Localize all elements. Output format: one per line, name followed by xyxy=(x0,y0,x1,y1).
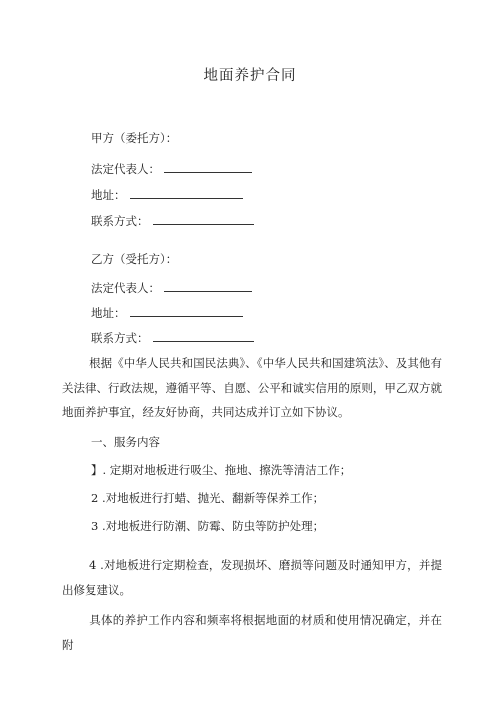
party-b-contact-label: 联系方式： xyxy=(91,331,149,345)
party-a-heading: 甲方（委托方）： xyxy=(91,131,178,145)
service-item-4 xyxy=(62,553,442,602)
closing-text: 具体的养护工作内容和频率将根据地面的材质和使用情况确定，并在附 xyxy=(62,613,442,652)
party-a-addr-blank[interactable] xyxy=(130,186,243,199)
service-item-1: 】. 定期对地板进行吸尘、拖地、擦洗等清洁工作； xyxy=(91,463,352,477)
party-b-rep-label: 法定代表人： xyxy=(91,281,160,295)
party-a-contact-blank[interactable] xyxy=(153,212,254,225)
party-b-rep-blank[interactable] xyxy=(164,279,252,292)
party-b-heading: 乙方（受托方）： xyxy=(91,252,178,266)
party-a-rep-label: 法定代表人： xyxy=(91,162,160,176)
party-b-rep-row xyxy=(91,279,252,296)
party-a-addr-row xyxy=(91,186,243,203)
party-b-addr-label: 地址： xyxy=(91,306,126,320)
party-a-rep-row xyxy=(91,160,252,177)
party-b-addr-blank[interactable] xyxy=(130,304,243,317)
party-a-contact-row xyxy=(91,212,254,229)
party-a-addr-label: 地址： xyxy=(91,188,126,202)
section-1-heading: 一、服务内容 xyxy=(91,435,160,449)
intro-text: 根据《中华人民共和国民法典》、《中华人民共和国建筑法》、及其他有关法律、行政法规，遵循平等、自愿、公平和诚实信用的原则，甲乙双方就地面养护事宜，经友好协商，共同达成并订立如下协议。 xyxy=(62,356,442,419)
party-b-addr-row xyxy=(91,304,243,321)
service-item-3: 3 .对地板进行防潮、防霉、防虫等防护处理； xyxy=(91,519,325,533)
service-item-4-text: 4 .对地板进行定期检查，发现损坏、磨损等问题及时通知甲方，并提出修复建议。 xyxy=(62,558,442,597)
party-a-contact-label: 联系方式： xyxy=(91,214,149,228)
document-title: 地面养护合同 xyxy=(203,68,297,84)
party-b-contact-row xyxy=(91,329,254,346)
party-b-contact-blank[interactable] xyxy=(153,329,254,342)
intro-paragraph xyxy=(62,351,442,425)
closing-paragraph xyxy=(62,608,442,657)
party-a-rep-blank[interactable] xyxy=(164,160,252,173)
service-item-2: 2 .对地板进行打蜡、抛光、翻新等保养工作； xyxy=(91,491,325,505)
